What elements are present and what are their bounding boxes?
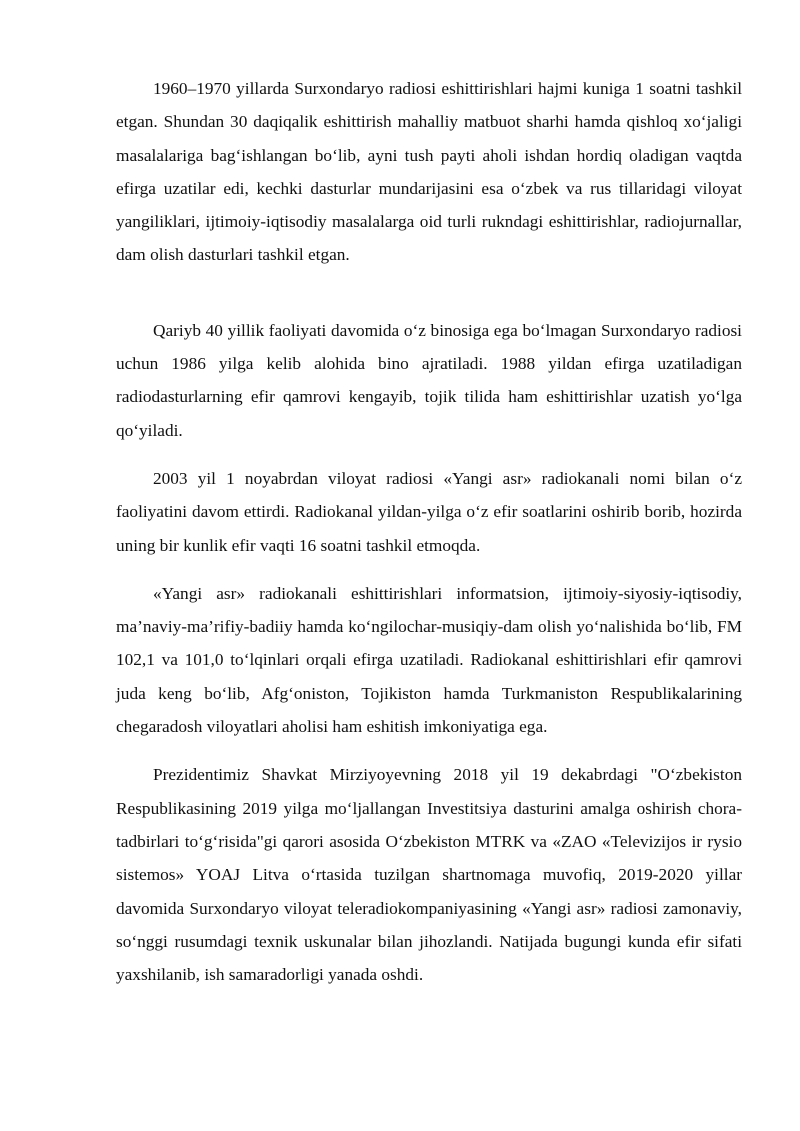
- paragraph-modernization-2019: Prezidentimiz Shavkat Mirziyoyevning 2018 yil 19 dekabrdagi "O‘zbekiston Respublikasining 2019 yilga mo‘ljallangan Investitsiya dasturini amalga oshirish chora-tadbirlari to‘g‘risida"gi qarori asosida O‘zbekiston MTRK va «ZAO «Televizijos ir rysio sistemos» YOAJ Litva o‘rtasida tuzilgan shartnomaga muvofiq, 2019-2020 yillar davomida Surxondaryo viloyat teleradiokompaniyasining «Yangi asr» radiosi zamonaviy, so‘nggi rusumdagi texnik uskunalar bilan jihozlandi. Natijada bugungi kunda efir sifati yaxshilanib, ish samaradorligi yanada oshdi.: [116, 765, 742, 985]
- document-page: [116, 72, 742, 991]
- paragraph-building-1986: Qariyb 40 yillik faoliyati davomida o‘z binosiga ega bo‘lmagan Surxondaryo radiosi uchun 1986 yilga kelib alohida bino ajratiladi. 1988 yildan efirga uzatiladigan radiodasturlarning efir qamrovi kengayib, tojik tilida ham eshittirishlar uzatish yo‘lga qo‘yiladi.: [116, 320, 742, 440]
- paragraph-yangi-asr-2003: 2003 yil 1 noyabrdan viloyat radiosi «Yangi asr» radiokanali nomi bilan o‘z faoliyatini davom ettirdi. Radiokanal yildan-yilga o‘z efir soatlarini oshirib borib, hozirda uning bir kunlik efir vaqti 16 soatni tashkil etmoqda.: [116, 468, 742, 555]
- paragraph-radio-1960-1970: 1960–1970 yillarda Surxondaryo radiosi eshittirishlari hajmi kuniga 1 soatni tashkil etgan. Shundan 30 daqiqalik eshittirish mahalliy matbuot sharhi hamda qishloq xo‘jaligi masalalariga bag‘ishlangan bo‘lib, ayni tush payti aholi ishdan hordiq oladigan vaqtda efirga uzatilar edi, kechki dasturlar mundarijasini esa o‘zbek va rus tillaridagi viloyat yangiliklari, ijtimoiy-iqtisodiy masalalarga oid turli rukndagi eshittirishlar, radiojurnallar, dam olish dasturlari tashkil etgan.: [116, 79, 742, 265]
- paragraph-broadcast-content: «Yangi asr» radiokanali eshittirishlari informatsion, ijtimoiy-siyosiy-iqtisodiy, ma’naviy-ma’rifiy-badiiy hamda ko‘ngilochar-musiqiy-dam olish yo‘nalishida bo‘lib, FM 102,1 va 101,0 to‘lqinlari orqali efirga uzatiladi. Radiokanal eshittirishlari efir qamrovi juda keng bo‘lib, Afg‘oniston, Tojikiston hamda Turkmaniston Respublikalarining chegaradosh viloyatlari aholisi ham eshitish imkoniyatiga ega.: [116, 583, 742, 737]
